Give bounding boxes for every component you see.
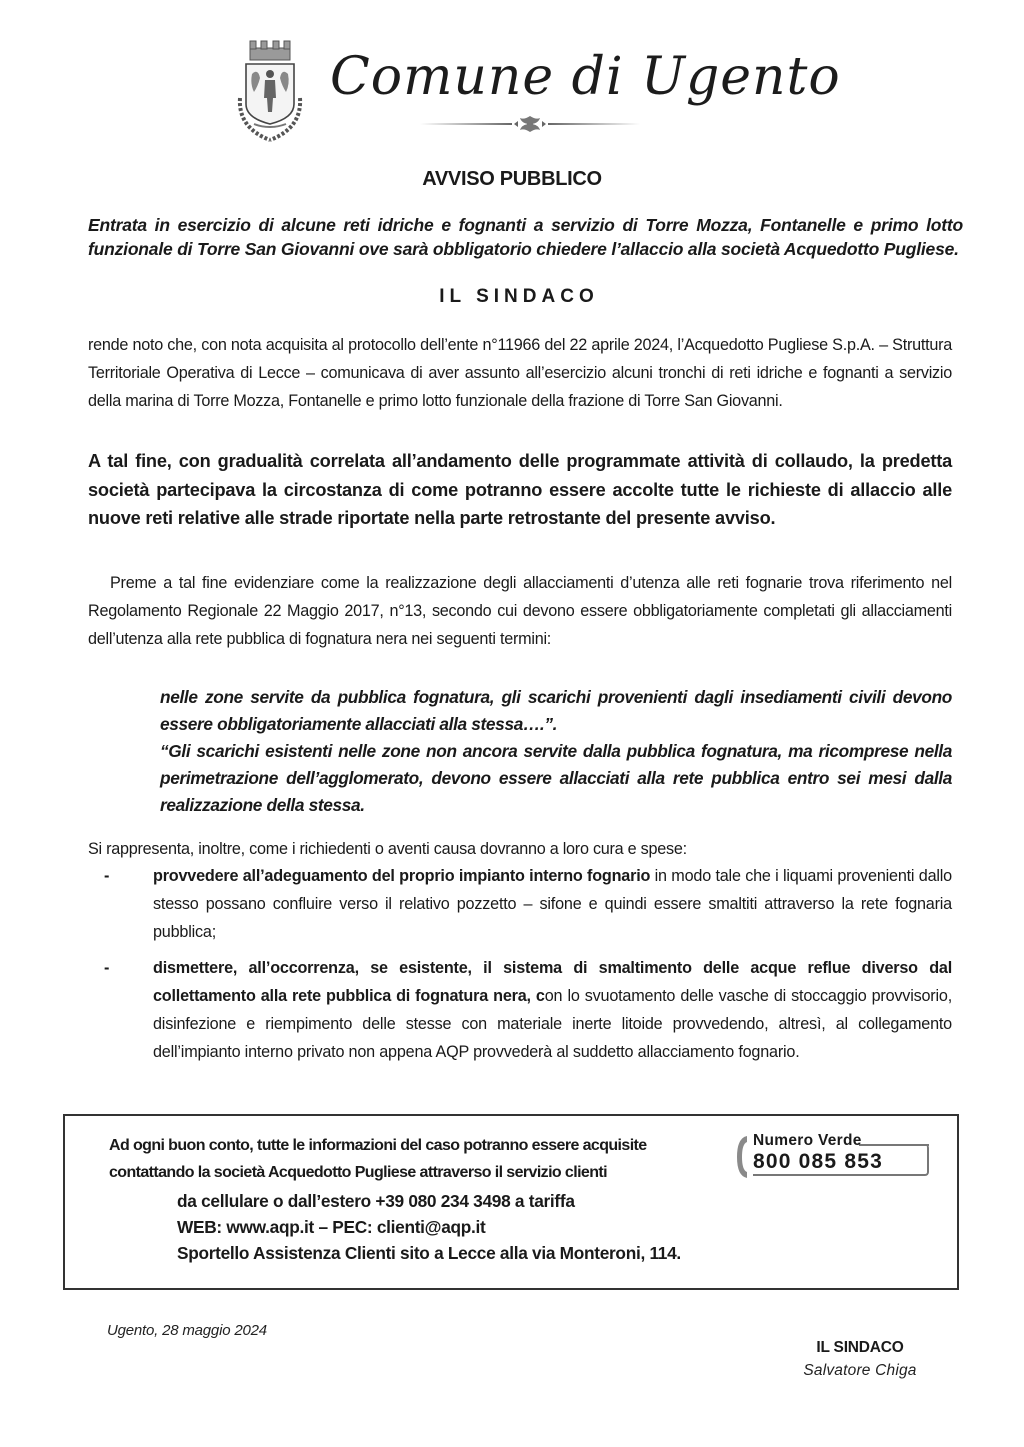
obligation-rest: in modo tale che i liquami provenienti dallo stesso possano confluire verso il relativo pozzetto – sifone e quindi essere smaltiti attraverso la rete fognaria pubblica; bbox=[153, 867, 952, 941]
contact-lead-line-1: Ad ogni buon conto, tutte le informazioni del caso potranno essere acquisite bbox=[109, 1137, 647, 1154]
phone-handset-icon bbox=[735, 1134, 749, 1180]
notice-date: Ugento, 28 maggio 2024 bbox=[107, 1322, 267, 1339]
contact-lead-line-2: contattando la società Acquedotto Pugliese attraverso il servizio clienti bbox=[109, 1164, 607, 1181]
numero-verde-badge bbox=[735, 1130, 935, 1186]
obligation-strong: dismettere, all’occorrenza, se esistente, il sistema di smaltimento delle acque reflue diverso dal collettamento alla rete pubblica di fognatura nera, c bbox=[153, 959, 952, 1005]
contact-lead bbox=[109, 1132, 709, 1186]
obligation-item bbox=[104, 862, 952, 946]
paragraph-announcement: rende noto che, con nota acquisita al protocollo dell’ente n°11966 del 22 aprile 2024, l’Acquedotto Pugliese S.p.A. – Struttura Territoriale Operativa di Lecce – comunicava di aver assunto all’esercizio alcuni tronchi di reti idriche e fognanti a servizio della marina di Torre Mozza, Fontanelle e primo lotto funzionale della frazione di Torre San Giovanni. bbox=[88, 336, 952, 410]
notice-title: AVVISO PUBBLICO bbox=[422, 168, 602, 190]
contact-mobile-line: da cellulare o dall’estero +39 080 234 3498 a tariffa bbox=[177, 1191, 575, 1211]
numero-verde-number: 800 085 853 bbox=[753, 1150, 883, 1173]
paragraph-regulation: Preme a tal fine evidenziare come la realizzazione degli allacciamenti d’utenza alle reti fognarie trova riferimento nel Regolamento Regionale 22 Maggio 2017, n°13, secondo cui devono essere obbligatoriamente completati gli allacciamenti dell’utenza alla rete pubblica di fognatura nera nei seguenti termini: bbox=[88, 574, 952, 648]
numero-verde-rule bbox=[859, 1144, 929, 1146]
bullet-dash: - bbox=[104, 867, 110, 885]
obligation-rest: on lo svuotamento delle vasche di stoccaggio provvisorio, disinfezione e riempimento delle stesse con materiale inerte litoide provvedendo, altresì, al collegamento dell’impianto interno privato non appena AQP provvederà al suddetto allacciamento fognario. bbox=[153, 987, 952, 1061]
obligation-text bbox=[153, 862, 952, 946]
regulation-quote bbox=[160, 684, 952, 819]
municipality-name: Comune di Ugento bbox=[330, 47, 841, 107]
ornamental-divider-icon bbox=[420, 114, 640, 134]
contact-office-line: Sportello Assistenza Clienti sito a Lecce alla via Monteroni, 114. bbox=[177, 1243, 681, 1263]
obligation-text bbox=[153, 954, 952, 1066]
sindaco-heading: IL SINDACO bbox=[439, 286, 599, 307]
contact-details bbox=[177, 1188, 877, 1266]
bullet-dash: - bbox=[104, 959, 110, 977]
contact-info-box bbox=[63, 1114, 959, 1290]
signature-title: IL SINDACO bbox=[816, 1339, 904, 1356]
obligation-item bbox=[104, 954, 952, 1066]
numero-verde-label: Numero Verde bbox=[753, 1132, 862, 1149]
paragraph-obligations-intro: Si rappresenta, inoltre, come i richiedenti o aventi causa dovranno a loro cura e spese: bbox=[88, 840, 687, 858]
coat-of-arms-icon bbox=[230, 38, 310, 148]
quote-line-2: “Gli scarichi esistenti nelle zone non ancora servite dalla pubblica fognatura, ma ricomprese nella perimetrazione dell’agglomerato, devono essere allacciati alla rete pubblica entro sei mesi dalla realizzazione della stessa. bbox=[160, 741, 952, 815]
obligation-strong: provvedere all’adeguamento del proprio impianto interno fognario bbox=[153, 867, 651, 885]
quote-line-1: nelle zone servite da pubblica fognatura, gli scarichi provenienti dagli insediamenti civili devono essere obbligatoriamente allacciati alla stessa….”. bbox=[160, 687, 952, 734]
paragraph-connection-requests: A tal fine, con gradualità correlata all’andamento delle programmate attività di collaudo, la predetta società partecipava la circostanza di come potranno essere accolte tutte le richieste di allaccio alle nuove reti relative alle strade riportate nella parte retrostante del presente avviso. bbox=[88, 451, 952, 528]
notice-subject: Entrata in esercizio di alcune reti idriche e fognanti a servizio di Torre Mozza, Fontanelle e primo lotto funzionale di Torre San Giovanni ove sarà obbligatorio chiedere l’allaccio alla società Acquedotto Pugliese. bbox=[88, 215, 963, 259]
signature-name: Salvatore Chiga bbox=[803, 1362, 917, 1379]
contact-web-line: WEB: www.aqp.it – PEC: clienti@aqp.it bbox=[177, 1217, 486, 1237]
